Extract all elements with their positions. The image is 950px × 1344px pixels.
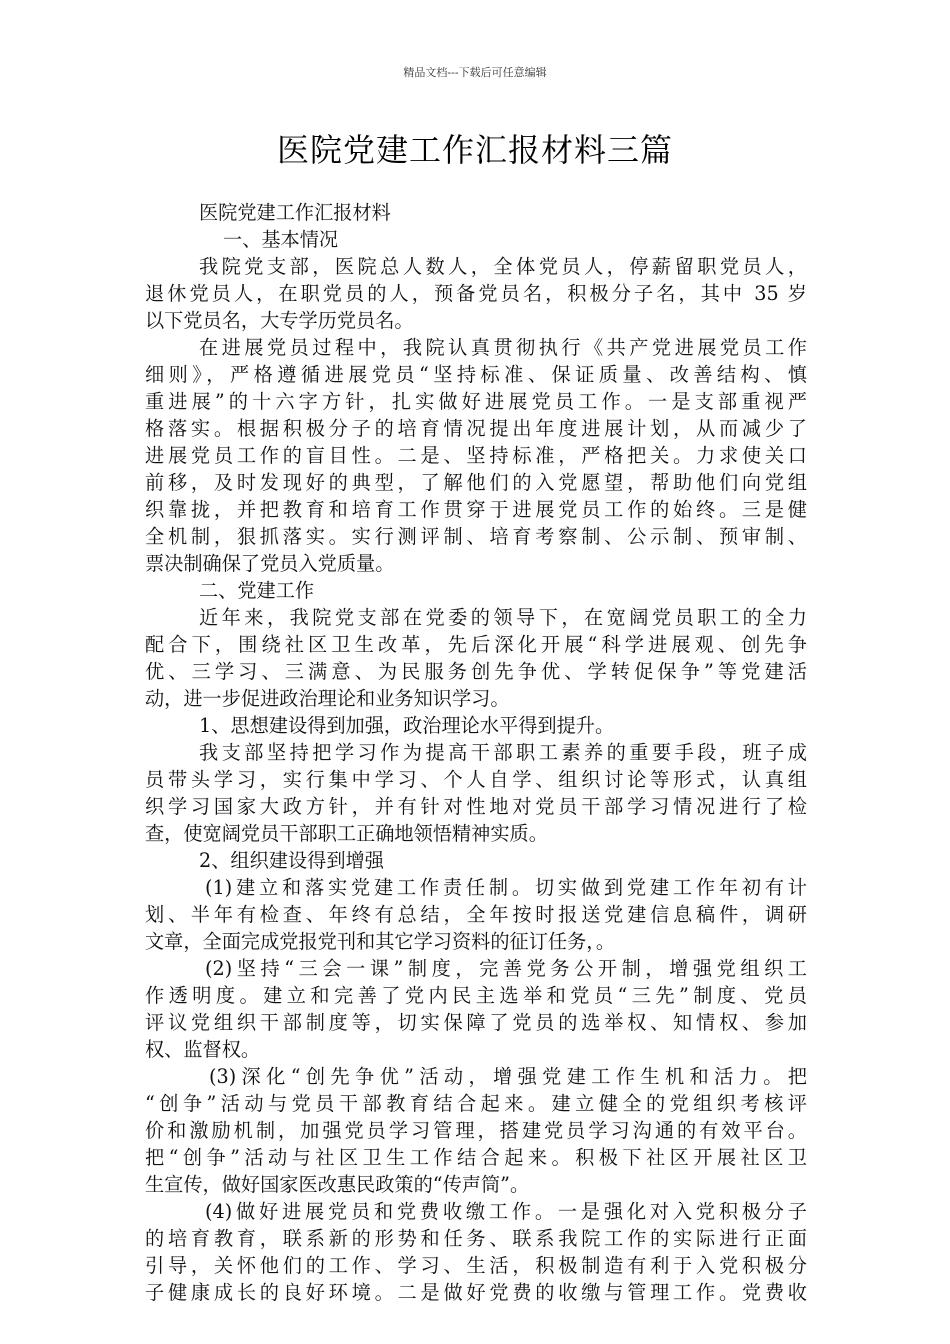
paragraph-line: 重进展”的十六字方针，扎实做好进展党员工作。一是支部重视严 (145, 390, 807, 413)
paragraph-line: 在进展党员过程中，我院认真贯彻执行《共产党进展党员工作 (199, 336, 807, 359)
paragraph-line: 的培育教育，联系新的形势和任务、联系我院工作的实际进行正面 (145, 1227, 807, 1250)
section-heading: 一、基本情况 (223, 228, 339, 251)
paragraph-line: 进展党员工作的盲目性。二是、坚持标准，严格把关。力求使关口 (145, 444, 807, 467)
paragraph-line: 划、半年有检查、年终有总结，全年按时报送党建信息稿件，调研 (145, 903, 807, 926)
subsection-heading: 2、组织建设得到增强 (199, 849, 384, 872)
paragraph-line: 织靠拢，并把教育和培育工作贯穿于进展党员工作的始终。三是健 (145, 498, 807, 521)
paragraph-line: (1)建立和落实党建工作责任制。切实做到党建工作年初有计 (205, 876, 807, 899)
paragraph-line: 引导，关怀他们的工作、学习、生活，积极制造有利于入党积极分 (145, 1254, 807, 1277)
document-body (145, 199, 807, 1306)
paragraph-line: (2)坚持“三会一课”制度，完善党务公开制，增强党组织工 (205, 957, 807, 980)
paragraph-line: 子健康成长的良好环境。二是做好党费的收缴与管理工作。党费收 (145, 1281, 807, 1304)
section-subtitle: 医院党建工作汇报材料 (199, 201, 391, 224)
paragraph-line: 近年来，我院党支部在党委的领导下，在宽阔党员职工的全力 (199, 606, 807, 629)
paragraph-line: 我院党支部，医院总人数人，全体党员人，停薪留职党员人， (199, 255, 807, 278)
paragraph-line: 价和激励机制，加强党员学习管理，搭建党员学习沟通的有效平台。 (145, 1119, 807, 1142)
paragraph-line: 以下党员名，大专学历党员名。 (145, 309, 414, 332)
paragraph-line: 格落实。根据积极分子的培育情况提出年度进展计划，从而减少了 (145, 417, 807, 440)
paragraph-line: 我支部坚持把学习作为提高干部职工素养的重要手段，班子成 (199, 741, 807, 764)
paragraph-line: “创争”活动与党员干部教育结合起来。建立健全的党组织考核评 (145, 1092, 807, 1115)
paragraph-line: 退休党员人，在职党员的人，预备党员名，积极分子名，其中 35 岁 (145, 282, 807, 305)
header-note: 精品文档---下载后可任意编辑 (403, 66, 547, 79)
paragraph-line: 员带头学习，实行集中学习、个人自学、组织讨论等形式，认真组 (145, 768, 807, 791)
paragraph-line: 文章，全面完成党报党刊和其它学习资料的征订任务，。 (145, 930, 616, 953)
paragraph-line: 前移，及时发现好的典型，了解他们的入党愿望，帮助他们向党组 (145, 471, 807, 494)
paragraph-line: 全机制，狠抓落实。实行测评制、培育考察制、公示制、预审制、 (145, 525, 807, 548)
paragraph-line: 细则》，严格遵循进展党员“坚持标准、保证质量、改善结构、慎 (145, 363, 807, 386)
paragraph-line: 把“创争”活动与社区卫生工作结合起来。积极下社区开展社区卫 (145, 1146, 807, 1169)
section-heading: 二、党建工作 (199, 579, 315, 602)
paragraph-line: 生宣传，做好国家医改惠民政策的“传声筒”。 (145, 1173, 530, 1196)
paragraph-line: 优、三学习、三满意、为民服务创先争优、学转促保争”等党建活 (145, 660, 807, 683)
subsection-heading: 1、思想建设得到加强，政治理论水平得到提升。 (199, 714, 615, 737)
paragraph-line: 配合下，围绕社区卫生改革，先后深化开展“科学进展观、创先争 (145, 633, 807, 656)
paragraph-line: 作透明度。建立和完善了党内民主选举和党员“三先”制度、党员 (145, 984, 807, 1007)
paragraph-line: 动，进一步促进政治理论和业务知识学习。 (145, 687, 510, 710)
paragraph-line: 评议党组织干部制度等，切实保障了党员的选举权、知情权、参加 (145, 1011, 807, 1034)
paragraph-line: 织学习国家大政方针，并有针对性地对党员干部学习情况进行了检 (145, 795, 807, 818)
paragraph-line: (3)深化“创先争优”活动，增强党建工作生机和活力。把 (209, 1065, 807, 1088)
document-title: 医院党建工作汇报材料三篇 (276, 131, 673, 169)
paragraph-line: (4)做好进展党员和党费收缴工作。一是强化对入党积极分子 (205, 1200, 807, 1223)
paragraph-line: 权、监督权。 (145, 1038, 261, 1061)
paragraph-line: 查，使宽阔党员干部职工正确地领悟精神实质。 (145, 822, 548, 845)
paragraph-line: 票决制确保了党员入党质量。 (145, 552, 395, 575)
